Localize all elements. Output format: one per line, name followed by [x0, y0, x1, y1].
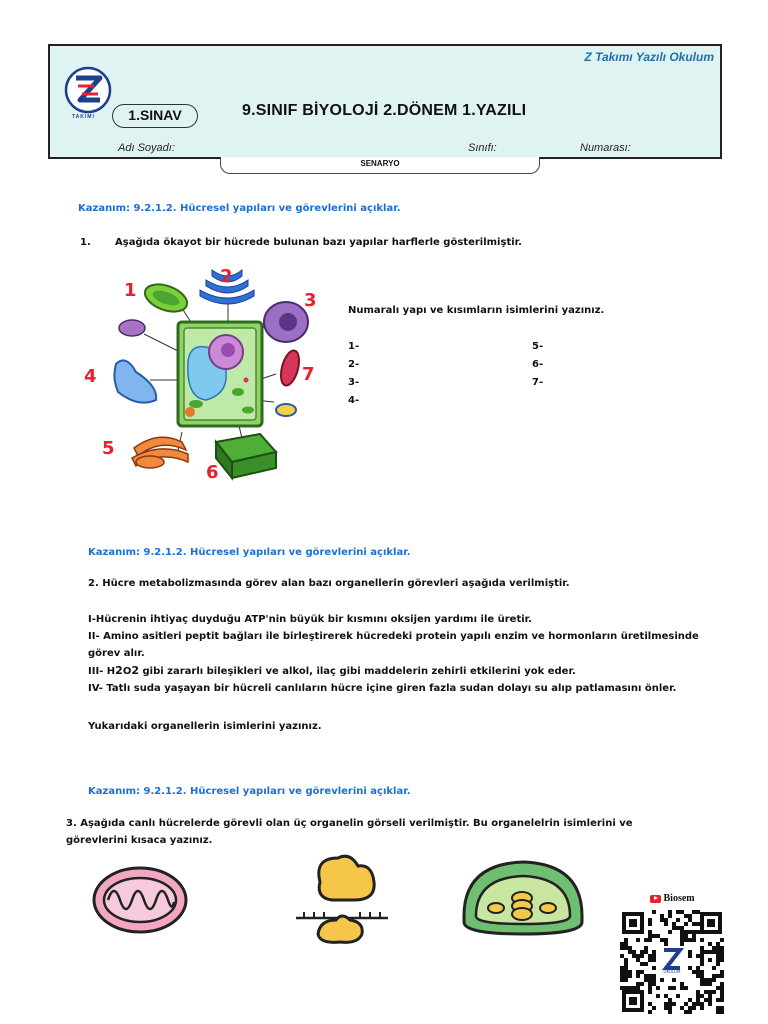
diagram-label-2: 2	[220, 266, 233, 287]
qr-module	[632, 954, 636, 958]
qr-module	[684, 930, 688, 934]
qr-module	[716, 950, 720, 954]
qr-module	[636, 938, 640, 942]
qr-module	[676, 910, 680, 914]
qr-module	[688, 998, 692, 1002]
qr-module	[620, 946, 624, 950]
qr-module	[716, 1010, 720, 1014]
number-field-label: Numarası:	[580, 142, 631, 154]
kazanim-2: Kazanım: 9.2.1.2. Hücresel yapıları ve görevlerini açıklar.	[88, 547, 411, 558]
qr-module	[652, 954, 656, 958]
qr-module	[700, 982, 704, 986]
qr-module	[688, 950, 692, 954]
qr-module	[712, 978, 716, 982]
qr-module	[692, 1002, 696, 1006]
qr-module	[712, 950, 716, 954]
qr-module	[624, 986, 628, 990]
q2-text: 2. Hücre metabolizmasında görev alan bazı organellerin görevleri aşağıda verilmiştir.	[88, 578, 570, 589]
qr-module	[668, 986, 672, 990]
qr-module	[628, 946, 632, 950]
diagram-label-4: 4	[84, 366, 97, 387]
q1-number: 1.	[80, 237, 91, 248]
qr-module	[688, 954, 692, 958]
nucleus-drawing	[264, 302, 308, 342]
qr-module	[684, 938, 688, 942]
answer-slot-3[interactable]: 3-	[348, 377, 360, 388]
vesicle-drawing	[119, 320, 145, 336]
qr-module	[680, 942, 684, 946]
q2-prompt: Yukarıdaki organellerin isimlerini yazınız.	[88, 721, 322, 732]
qr-module	[660, 938, 664, 942]
qr-module	[624, 942, 628, 946]
exam-title: 9.SINIF BİYOLOJİ 2.DÖNEM 1.YAZILI	[242, 102, 527, 119]
qr-module	[648, 938, 652, 942]
qr-module	[696, 922, 700, 926]
qr-module	[712, 946, 716, 950]
kazanim-1: Kazanım: 9.2.1.2. Hücresel yapıları ve görevlerini açıklar.	[78, 203, 401, 214]
qr-module	[672, 986, 676, 990]
qr-module	[628, 950, 632, 954]
qr-module	[704, 998, 708, 1002]
qr-module	[656, 994, 660, 998]
qr-module	[620, 978, 624, 982]
qr-module	[696, 930, 700, 934]
qr-module	[620, 954, 624, 958]
mitochondrion-image	[90, 864, 190, 936]
answer-slot-2[interactable]: 2-	[348, 359, 360, 370]
qr-module	[700, 938, 704, 942]
qr-module	[660, 914, 664, 918]
qr-module	[716, 962, 720, 966]
answer-slot-1[interactable]: 1-	[348, 341, 360, 352]
qr-module	[624, 958, 628, 962]
school-name: Z Takımı Yazılı Okulum	[584, 50, 714, 64]
lysosome-drawing	[276, 404, 296, 416]
qr-module	[624, 970, 628, 974]
qr-module	[652, 1006, 656, 1010]
qr-module	[716, 942, 720, 946]
qr-module	[628, 986, 632, 990]
qr-code-icon[interactable]	[620, 910, 724, 1014]
answer-slot-4[interactable]: 4-	[348, 395, 360, 406]
qr-module	[720, 982, 724, 986]
qr-module	[692, 938, 696, 942]
q2-item-1: I-Hücrenin ihtiyaç duyduğu ATP'nin büyük bir kısmını oksijen yardımı ile üretir.	[88, 614, 532, 625]
qr-module	[668, 910, 672, 914]
qr-module	[720, 998, 724, 1002]
qr-module	[708, 942, 712, 946]
qr-module	[676, 994, 680, 998]
qr-module	[696, 990, 700, 994]
qr-module	[684, 934, 688, 938]
qr-module	[716, 958, 720, 962]
logo-caption: TAKIMI	[72, 114, 95, 120]
qr-module	[676, 926, 680, 930]
kazanim-3: Kazanım: 9.2.1.2. Hücresel yapıları ve görevlerini açıklar.	[88, 786, 411, 797]
qr-module	[664, 942, 668, 946]
qr-module	[700, 958, 704, 962]
qr-module	[664, 922, 668, 926]
qr-module	[648, 922, 652, 926]
qr-module	[628, 974, 632, 978]
qr-module	[700, 974, 704, 978]
qr-module	[640, 982, 644, 986]
qr-module	[680, 938, 684, 942]
er-drawing	[132, 437, 188, 468]
qr-module	[688, 918, 692, 922]
qr-module	[712, 974, 716, 978]
qr-module	[636, 974, 640, 978]
qr-module	[720, 986, 724, 990]
qr-module	[696, 966, 700, 970]
qr-module	[668, 930, 672, 934]
qr-module	[640, 954, 644, 958]
qr-module	[688, 1010, 692, 1014]
qr-module	[688, 938, 692, 942]
qr-module	[648, 930, 652, 934]
qr-module	[704, 978, 708, 982]
qr-module	[720, 954, 724, 958]
qr-module	[688, 966, 692, 970]
qr-module	[700, 1002, 704, 1006]
qr-module	[620, 986, 624, 990]
youtube-channel-link[interactable]	[650, 893, 695, 904]
qr-module	[672, 1002, 676, 1006]
qr-module	[656, 986, 660, 990]
q3-text: 3. Aşağıda canlı hücrelerde görevli olan üç organelin görseli verilmiştir. Bu organelelrin isimlerini ve görevlerini kısaca yazınız.	[66, 818, 633, 846]
qr-module	[668, 1010, 672, 1014]
qr-module	[684, 986, 688, 990]
class-field-label: Sınıfı:	[468, 142, 497, 154]
qr-module	[684, 922, 688, 926]
qr-module	[692, 930, 696, 934]
qr-module	[632, 986, 636, 990]
qr-module	[620, 966, 624, 970]
qr-module	[648, 990, 652, 994]
q1-instruction: Numaralı yapı ve kısımların isimlerini yazınız.	[348, 305, 605, 316]
qr-module	[648, 978, 652, 982]
youtube-icon	[650, 895, 661, 903]
qr-module	[696, 998, 700, 1002]
qr-module	[656, 934, 660, 938]
diagram-label-1: 1	[124, 280, 137, 301]
diagram-label-5: 5	[102, 438, 115, 459]
qr-module	[700, 962, 704, 966]
qr-module	[648, 982, 652, 986]
qr-module	[664, 1002, 668, 1006]
qr-module	[700, 970, 704, 974]
diagram-label-7: 7	[302, 364, 315, 385]
qr-module	[720, 970, 724, 974]
qr-module	[664, 1006, 668, 1010]
qr-module	[704, 982, 708, 986]
qr-module	[700, 946, 704, 950]
qr-module	[672, 926, 676, 930]
qr-module	[720, 990, 724, 994]
qr-module	[680, 910, 684, 914]
qr-module	[692, 922, 696, 926]
qr-module	[648, 986, 652, 990]
q1-answers-right	[532, 338, 543, 392]
qr-module	[648, 918, 652, 922]
qr-module	[708, 994, 712, 998]
plant-cell-diagram	[78, 262, 338, 492]
qr-module	[652, 978, 656, 982]
qr-module	[644, 974, 648, 978]
q2-item-4: IV- Tatlı suda yaşayan bir hücreli canlıların hücre içine giren fazla sudan dolayı su alıp patlamasını önler.	[88, 683, 677, 694]
qr-module	[648, 934, 652, 938]
qr-module	[712, 990, 716, 994]
qr-module	[664, 994, 668, 998]
q1-text: Aşağıda ökayot bir hücrede bulunan bazı yapılar harflerle gösterilmiştir.	[115, 237, 522, 248]
qr-module	[676, 918, 680, 922]
qr-module	[708, 978, 712, 982]
diagram-label-6: 6	[206, 462, 219, 483]
qr-module	[664, 938, 668, 942]
qr-module	[708, 998, 712, 1002]
qr-module	[652, 982, 656, 986]
qr-module	[624, 966, 628, 970]
qr-module	[672, 978, 676, 982]
qr-module	[688, 914, 692, 918]
qr-module	[652, 910, 656, 914]
qr-module	[680, 926, 684, 930]
q2-item-2: II- Amino asitleri peptit bağları ile birleştirerek hücredeki protein yapılı enzim ve hormonların üretilmesinde görev alır.	[88, 631, 699, 659]
qr-module	[680, 930, 684, 934]
qr-caption: OKULUM	[663, 969, 681, 974]
qr-module	[720, 950, 724, 954]
qr-module	[716, 986, 720, 990]
qr-module	[636, 986, 640, 990]
qr-module	[652, 934, 656, 938]
qr-module	[720, 974, 724, 978]
qr-module	[648, 1002, 652, 1006]
qr-module	[624, 946, 628, 950]
qr-module	[696, 954, 700, 958]
qr-module	[680, 934, 684, 938]
qr-module	[644, 938, 648, 942]
qr-module	[668, 1002, 672, 1006]
qr-module	[688, 930, 692, 934]
qr-module	[720, 938, 724, 942]
qr-module	[668, 1006, 672, 1010]
name-field-label: Adı Soyadı:	[118, 142, 175, 154]
qr-module	[648, 958, 652, 962]
answer-slot-5[interactable]: 5-	[532, 341, 544, 352]
qr-module	[720, 946, 724, 950]
qr-module	[700, 994, 704, 998]
qr-module	[640, 950, 644, 954]
qr-module	[720, 994, 724, 998]
qr-module	[636, 982, 640, 986]
qr-module	[708, 1002, 712, 1006]
qr-module	[652, 958, 656, 962]
qr-module	[700, 950, 704, 954]
qr-module	[640, 962, 644, 966]
qr-module	[720, 1006, 724, 1010]
qr-module	[640, 970, 644, 974]
qr-module	[636, 954, 640, 958]
qr-module	[716, 1006, 720, 1010]
qr-module	[648, 1010, 652, 1014]
qr-module	[684, 1002, 688, 1006]
qr-module	[624, 938, 628, 942]
mitochondrion-drawing	[278, 349, 303, 388]
qr-module	[624, 974, 628, 978]
qr-module	[708, 990, 712, 994]
qr-module	[648, 954, 652, 958]
qr-module	[652, 950, 656, 954]
z-takimi-logo-icon	[64, 66, 112, 114]
qr-module	[644, 962, 648, 966]
qr-module	[716, 998, 720, 1002]
diagram-label-3: 3	[304, 290, 317, 311]
answer-slot-6[interactable]: 6-	[532, 359, 544, 370]
qr-module	[720, 958, 724, 962]
q2-items	[88, 611, 728, 697]
qr-module	[636, 970, 640, 974]
qr-module	[696, 974, 700, 978]
qr-module	[680, 1006, 684, 1010]
qr-module	[620, 974, 624, 978]
exam-header	[48, 44, 722, 159]
q2-item-3: III- H2O2 gibi zararlı bileşikleri ve alkol, ilaç gibi maddelerin zehirli etkilerini yok eder.	[88, 664, 576, 677]
qr-module	[680, 982, 684, 986]
qr-module	[700, 978, 704, 982]
qr-module	[700, 1006, 704, 1010]
qr-module	[708, 950, 712, 954]
scenario-tab: SENARYO	[220, 157, 540, 174]
qr-module	[692, 910, 696, 914]
vacuole-drawing	[114, 360, 156, 402]
qr-module	[620, 970, 624, 974]
qr-module	[668, 998, 672, 1002]
qr-module	[708, 958, 712, 962]
qr-module	[712, 966, 716, 970]
qr-module	[696, 994, 700, 998]
qr-module	[716, 946, 720, 950]
qr-module	[684, 1010, 688, 1014]
qr-module	[692, 970, 696, 974]
q1-answers-left	[348, 338, 359, 410]
exam-number-badge: 1.SINAV	[112, 104, 198, 128]
qr-module	[704, 990, 708, 994]
qr-module	[644, 950, 648, 954]
qr-module	[688, 1006, 692, 1010]
qr-module	[716, 954, 720, 958]
qr-module	[720, 1010, 724, 1014]
cell-wall-block-drawing	[216, 434, 276, 478]
qr-module	[620, 942, 624, 946]
qr-module	[696, 970, 700, 974]
chloroplast-image	[458, 858, 588, 938]
ribosome-image	[292, 852, 392, 948]
qr-module	[652, 974, 656, 978]
qr-module	[668, 914, 672, 918]
qr-module	[684, 914, 688, 918]
qr-module	[628, 970, 632, 974]
qr-module	[644, 946, 648, 950]
qr-module	[636, 958, 640, 962]
qr-module	[696, 1002, 700, 1006]
qr-module	[680, 986, 684, 990]
qr-module	[624, 978, 628, 982]
qr-module	[672, 922, 676, 926]
qr-module	[648, 974, 652, 978]
qr-module	[660, 918, 664, 922]
answer-slot-7[interactable]: 7-	[532, 377, 544, 388]
qr-module	[660, 978, 664, 982]
qr-module	[624, 962, 628, 966]
qr-module	[664, 918, 668, 922]
qr-module	[708, 982, 712, 986]
qr-module	[700, 954, 704, 958]
qr-module	[696, 910, 700, 914]
channel-name: Biosem	[663, 893, 695, 904]
qr-module	[644, 978, 648, 982]
qr-module	[692, 934, 696, 938]
qr-module	[692, 1006, 696, 1010]
qr-module	[652, 966, 656, 970]
qr-module	[716, 974, 720, 978]
qr-module	[704, 950, 708, 954]
qr-module	[632, 950, 636, 954]
